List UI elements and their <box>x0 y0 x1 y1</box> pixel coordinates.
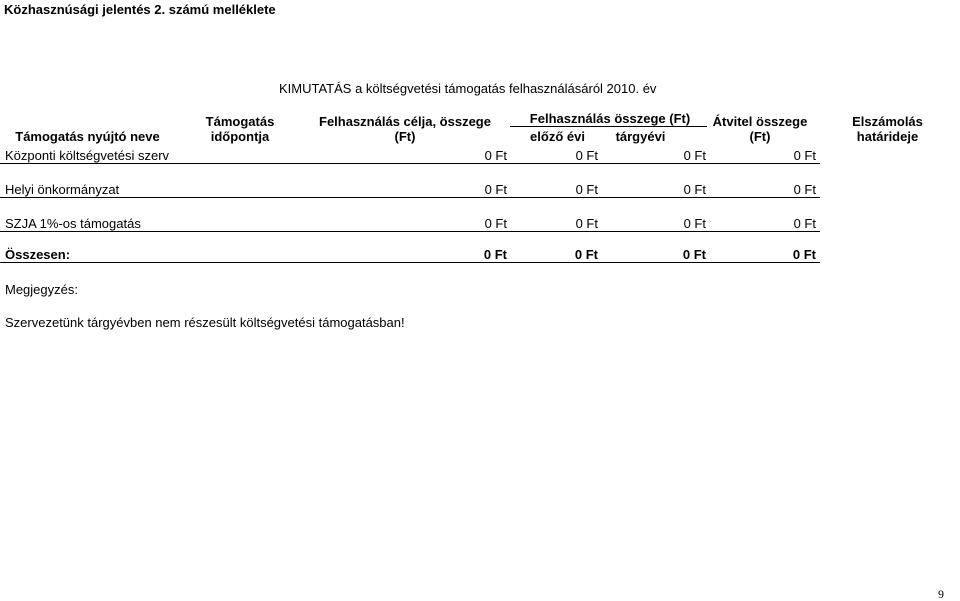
col-provider-header: Támogatás nyújtó neve <box>15 129 160 144</box>
annex-title: Közhasznúsági jelentés 2. számú melléklete <box>4 2 276 17</box>
row-curr: 0 Ft <box>683 148 706 163</box>
col-usage-prev-header: előző évi <box>530 129 585 144</box>
col-settle-header-line2: határideje <box>856 129 919 144</box>
row-name: Központi költségvetési szerv <box>5 148 170 163</box>
col-purpose-header-line2: (Ft) <box>394 129 416 144</box>
row-prev: 0 Ft <box>575 148 598 163</box>
row-curr: 0 Ft <box>683 216 706 231</box>
col-date-header-line2: időpontja <box>210 129 270 144</box>
report-title: KIMUTATÁS a költségvetési támogatás felhasználásáról 2010. év <box>279 81 657 96</box>
row-purpose: 0 Ft <box>484 148 507 163</box>
page-number: 9 <box>938 587 944 601</box>
usage-group-underline <box>510 126 707 127</box>
row-divider <box>0 197 820 198</box>
row-name: Helyi önkormányzat <box>5 182 120 197</box>
col-transfer-header-line1: Átvitel összege <box>712 114 808 129</box>
total-transfer: 0 Ft <box>792 247 816 262</box>
total-purpose: 0 Ft <box>483 247 507 262</box>
total-label: Összesen: <box>5 247 71 262</box>
row-curr: 0 Ft <box>683 182 706 197</box>
total-prev: 0 Ft <box>574 247 598 262</box>
row-transfer: 0 Ft <box>793 182 816 197</box>
col-usage-group-header: Felhasználás összege (Ft) <box>529 111 691 126</box>
total-divider <box>0 262 820 263</box>
row-divider <box>0 231 820 232</box>
row-divider <box>0 163 820 164</box>
total-curr: 0 Ft <box>682 247 706 262</box>
col-purpose-header-line1: Felhasználás célja, összege <box>319 114 491 129</box>
row-transfer: 0 Ft <box>793 148 816 163</box>
notes-label: Megjegyzés: <box>5 282 78 297</box>
col-date-header-line1: Támogatás <box>205 114 275 129</box>
row-purpose: 0 Ft <box>484 216 507 231</box>
row-name: SZJA 1%-os támogatás <box>5 216 141 231</box>
col-usage-curr-header: tárgyévi <box>615 129 666 144</box>
row-prev: 0 Ft <box>575 216 598 231</box>
row-prev: 0 Ft <box>575 182 598 197</box>
notes-text: Szervezetünk tárgyévben nem részesült költségvetési támogatásban! <box>5 315 405 330</box>
row-transfer: 0 Ft <box>793 216 816 231</box>
row-purpose: 0 Ft <box>484 182 507 197</box>
col-transfer-header-line2: (Ft) <box>749 129 771 144</box>
col-settle-header-line1: Elszámolás <box>852 114 923 129</box>
